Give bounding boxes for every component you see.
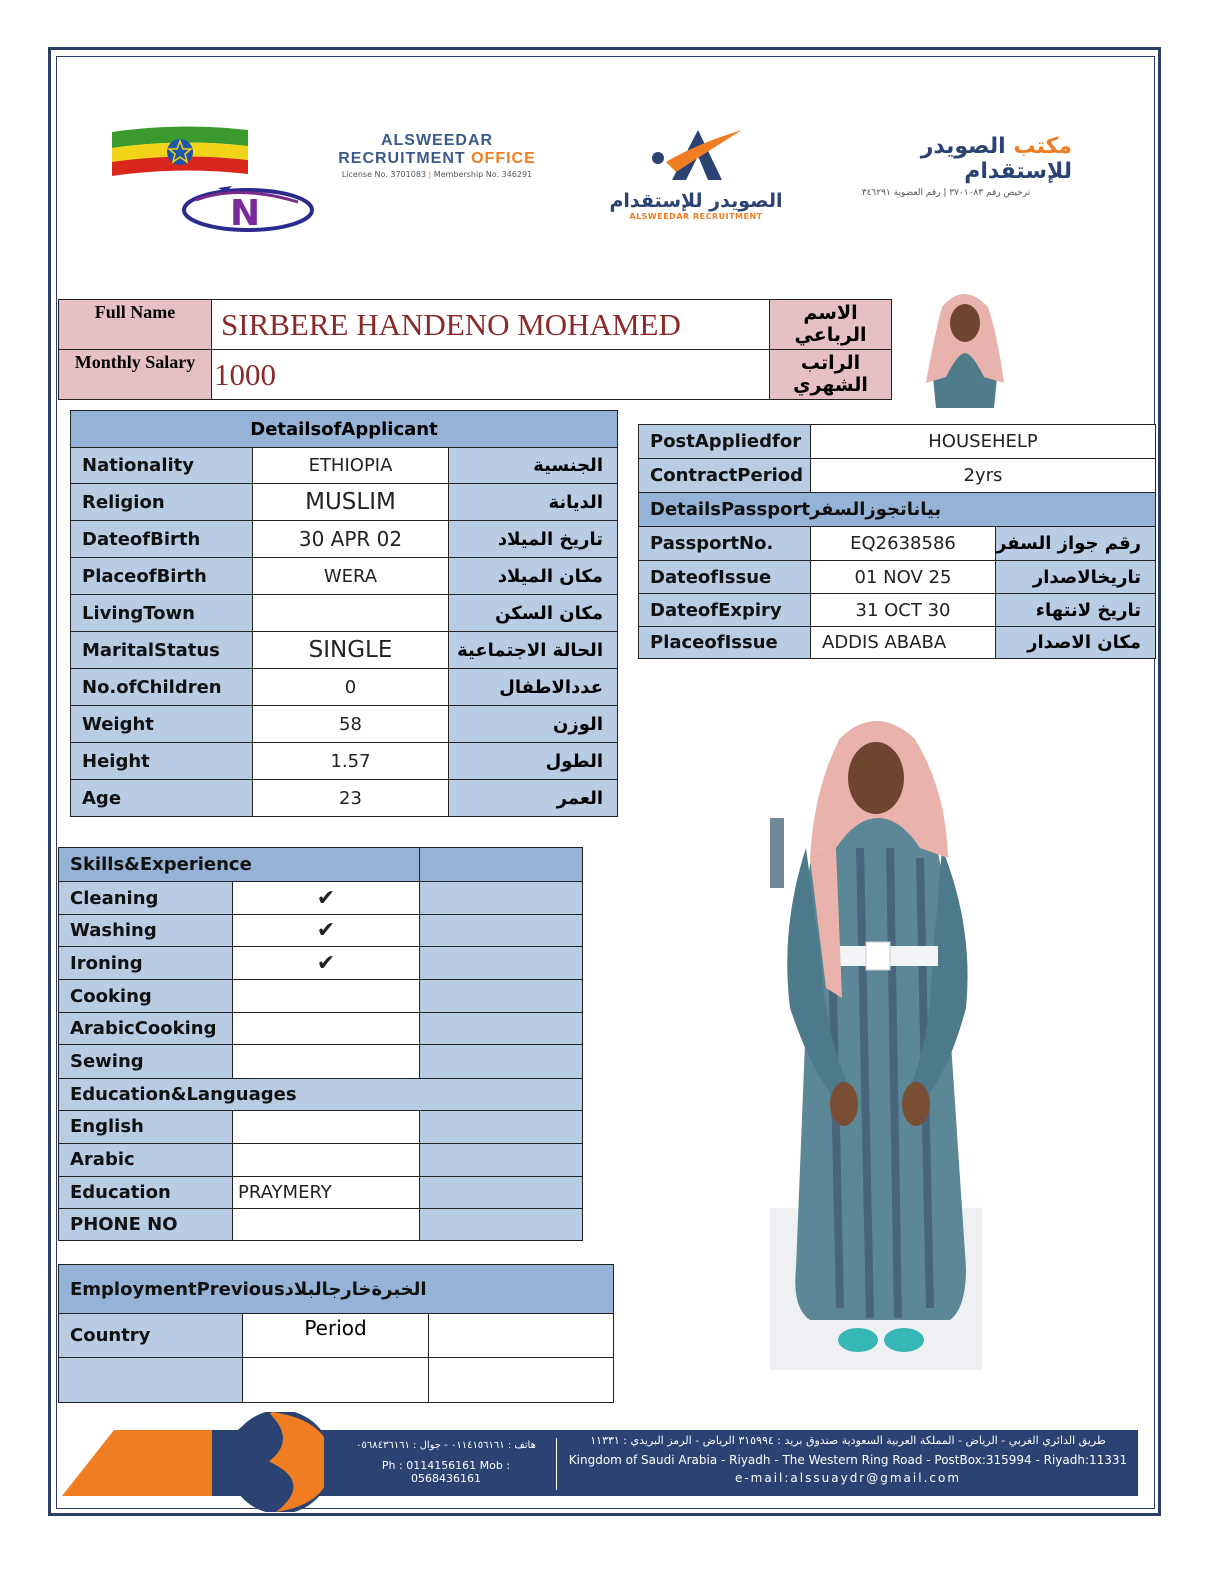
row-label: ArabicCooking: [59, 1013, 233, 1045]
row-arabic: مكان السكن: [449, 595, 618, 632]
employment-blank: [429, 1314, 614, 1358]
office-name-line2: [322, 150, 552, 168]
post-value: HOUSEHELP: [811, 425, 1156, 459]
row-arabic: الحالة الاجتماعية: [449, 632, 618, 669]
contract-label: ContractPeriod: [639, 459, 811, 493]
row-blank: [420, 1208, 583, 1240]
row-value: 0: [253, 669, 449, 706]
row-blank: [420, 947, 583, 980]
row-label: LivingTown: [71, 595, 253, 632]
footer-arabic-address: طريق الدائري الغربي - الرياض - المملكة العربية السعودية صندوق بريد : ٣١٥٩٩٤ الرياض - الرمز البريدي : ١١٣٣١: [590, 1434, 1106, 1447]
applicant-row: [71, 743, 618, 780]
row-value: 23: [253, 780, 449, 817]
footer-arabic-phone: هاتف : ٠١١٤١٥٦١٦١ - جوال : ٠٥٦٨٤٣٦١٦١: [356, 1440, 536, 1451]
row-value: [233, 1208, 420, 1240]
post-passport-table: [638, 424, 1156, 659]
row-label: PassportNo.: [639, 527, 811, 561]
row-blank: [420, 882, 583, 915]
row-arabic: العمر: [449, 780, 618, 817]
education-title-row: [59, 1078, 583, 1110]
skills-title-blank: [420, 848, 583, 882]
row-arabic: تاريخ لانتهاء: [996, 594, 1156, 627]
salary-value: 1000: [212, 350, 770, 400]
footer-divider: [556, 1438, 557, 1490]
applicant-row: [71, 558, 618, 595]
passport-row: [639, 561, 1156, 594]
skills-title: Skills&Experience: [59, 848, 420, 882]
row-label: Nationality: [71, 448, 253, 484]
employment-period-cell: [243, 1358, 429, 1403]
membership-number: Membership No. 346291: [433, 170, 533, 179]
row-value: 31 OCT 30: [811, 594, 996, 627]
period-label: Period: [243, 1314, 429, 1358]
row-value: EQ2638586: [811, 527, 996, 561]
applicant-details-table: [70, 410, 618, 817]
passport-row: [639, 527, 1156, 561]
education-row: [59, 1110, 583, 1143]
employment-title: EmploymentPreviousالخبرةخارجالبلاد: [59, 1265, 614, 1314]
contract-row: [639, 459, 1156, 493]
row-value: 1.57: [253, 743, 449, 780]
row-label: Religion: [71, 484, 253, 521]
row-arabic: عددالاطفال: [449, 669, 618, 706]
skills-education-table: [58, 847, 583, 1241]
passport-details-title: DetailsPassportبياناتجوزالسفر: [639, 493, 1156, 527]
row-arabic: الطول: [449, 743, 618, 780]
row-blank: [420, 1045, 583, 1078]
employment-table: [58, 1264, 614, 1403]
row-label: MaritalStatus: [71, 632, 253, 669]
footer-address: Kingdom of Saudi Arabia - Riyadh - The Western Ring Road - PostBox:315994 - Riyadh:11331: [568, 1453, 1128, 1467]
footer-bar: [62, 1412, 1138, 1512]
row-value: MUSLIM: [253, 484, 449, 521]
footer-phone-block: [346, 1440, 546, 1485]
ethiopia-flag-logo: [110, 126, 250, 176]
arabic-office-name-block: [820, 134, 1072, 198]
education-row: [59, 1143, 583, 1176]
row-label: DateofExpiry: [639, 594, 811, 627]
arabic-office-rest: الصويدر للإستقدام: [920, 134, 1072, 184]
row-value: [233, 980, 420, 1013]
row-value: 30 APR 02: [253, 521, 449, 558]
row-label: Cleaning: [59, 882, 233, 915]
row-value: ADDIS ABABA: [811, 627, 996, 659]
full-name-label: Full Name: [59, 300, 212, 350]
applicant-portrait-photo: [912, 287, 1018, 408]
row-value: [233, 1045, 420, 1078]
row-blank: [420, 1176, 583, 1208]
row-arabic: الوزن: [449, 706, 618, 743]
post-label: PostAppliedfor: [639, 425, 811, 459]
office-name-office: OFFICE: [471, 150, 536, 167]
logo-n-letter: N: [230, 193, 261, 234]
skill-row: [59, 915, 583, 947]
n-travel-logo: [178, 180, 316, 234]
skill-row: [59, 1013, 583, 1045]
employment-extra-cell: [429, 1358, 614, 1403]
arabic-office-word: مكتب: [1013, 134, 1072, 159]
employment-row: [59, 1358, 614, 1403]
passport-row: [639, 594, 1156, 627]
row-label: PHONE NO: [59, 1208, 233, 1240]
education-title: Education&Languages: [59, 1078, 583, 1110]
row-value: ✔: [233, 915, 420, 947]
country-label: Country: [59, 1314, 243, 1358]
employment-country-cell: [59, 1358, 243, 1403]
arabic-office-name: [820, 134, 1072, 184]
skill-row: [59, 882, 583, 915]
row-value: ✔: [233, 882, 420, 915]
row-value: PRAYMERY: [233, 1176, 420, 1208]
row-label: DateofIssue: [639, 561, 811, 594]
employment-header-row: [59, 1314, 614, 1358]
row-value: [253, 595, 449, 632]
row-label: PlaceofBirth: [71, 558, 253, 595]
education-row: [59, 1208, 583, 1240]
education-row: [59, 1176, 583, 1208]
full-name-arabic: الاسم الرباعي: [770, 300, 892, 350]
license-line: [322, 170, 552, 179]
passport-title-row: [639, 493, 1156, 527]
name-salary-table: [58, 299, 892, 400]
row-value: 01 NOV 25: [811, 561, 996, 594]
row-label: DateofBirth: [71, 521, 253, 558]
row-value: 58: [253, 706, 449, 743]
row-label: Age: [71, 780, 253, 817]
row-arabic: تاريخالاصدار: [996, 561, 1156, 594]
row-label: No.ofChildren: [71, 669, 253, 706]
applicant-details-title: DetailsofApplicant: [71, 411, 618, 448]
employment-title-row: [59, 1265, 614, 1314]
row-label: Height: [71, 743, 253, 780]
row-label: English: [59, 1110, 233, 1143]
arabic-logo-subtext: ALSWEEDAR RECRUITMENT: [629, 212, 763, 221]
row-arabic: الديانة: [449, 484, 618, 521]
applicant-row: [71, 484, 618, 521]
row-label: Arabic: [59, 1143, 233, 1176]
row-label: Cooking: [59, 980, 233, 1013]
row-blank: [420, 1110, 583, 1143]
row-value: SINGLE: [253, 632, 449, 669]
applicant-row: [71, 595, 618, 632]
row-label: Ironing: [59, 947, 233, 980]
skill-row: [59, 980, 583, 1013]
skill-row: [59, 947, 583, 980]
office-name-recruitment: RECRUITMENT: [338, 150, 466, 167]
row-blank: [420, 915, 583, 947]
applicant-full-photo: [770, 708, 982, 1370]
row-arabic: مكان الميلاد: [449, 558, 618, 595]
footer-address-block: [562, 1434, 1134, 1485]
row-value: [233, 1143, 420, 1176]
salary-arabic: الراتب الشهري: [770, 350, 892, 400]
row-blank: [420, 1013, 583, 1045]
row-label: PlaceofIssue: [639, 627, 811, 659]
row-label: Washing: [59, 915, 233, 947]
post-row: [639, 425, 1156, 459]
footer-phone: Ph : 0114156161 Mob : 0568436161: [381, 1459, 511, 1485]
passport-row: [639, 627, 1156, 659]
footer-email[interactable]: e-mail:alssuaydr@gmail.com: [734, 1471, 962, 1485]
row-value: ✔: [233, 947, 420, 980]
skill-row: [59, 1045, 583, 1078]
salary-label: Monthly Salary: [59, 350, 212, 400]
applicant-rows: [71, 448, 618, 817]
row-label: Weight: [71, 706, 253, 743]
applicant-row: [71, 632, 618, 669]
row-blank: [420, 980, 583, 1013]
row-value: [233, 1013, 420, 1045]
row-value: [233, 1110, 420, 1143]
row-label: Education: [59, 1176, 233, 1208]
row-arabic: مكان الاصدار: [996, 627, 1156, 659]
office-name-line1: ALSWEEDAR: [380, 132, 494, 149]
applicant-row: [71, 448, 618, 484]
alsweedar-a-logo: [606, 124, 786, 230]
separator: |: [428, 170, 432, 179]
arabic-logo-text: الصويدر للإستقدام: [609, 190, 783, 212]
contract-value: 2yrs: [811, 459, 1156, 493]
row-arabic: تاريخ الميلاد: [449, 521, 618, 558]
row-blank: [420, 1143, 583, 1176]
full-name-value: SIRBERE HANDENO MOHAMED: [212, 300, 770, 350]
office-name-block: [322, 132, 552, 192]
row-arabic: الجنسية: [449, 448, 618, 484]
row-label: Sewing: [59, 1045, 233, 1078]
license-number: License No. 3701083: [341, 170, 426, 179]
row-arabic: رقم جواز السفر: [996, 527, 1156, 561]
skills-title-row: [59, 848, 583, 882]
applicant-row: [71, 669, 618, 706]
applicant-row: [71, 521, 618, 558]
row-value: ETHIOPIA: [253, 448, 449, 484]
arabic-license: ترخيص رقم ٣٧٠١٠٨٣ | رقم العضوية ٣٤٦٢٩١: [861, 188, 1031, 198]
applicant-row: [71, 780, 618, 817]
applicant-row: [71, 706, 618, 743]
row-value: WERA: [253, 558, 449, 595]
